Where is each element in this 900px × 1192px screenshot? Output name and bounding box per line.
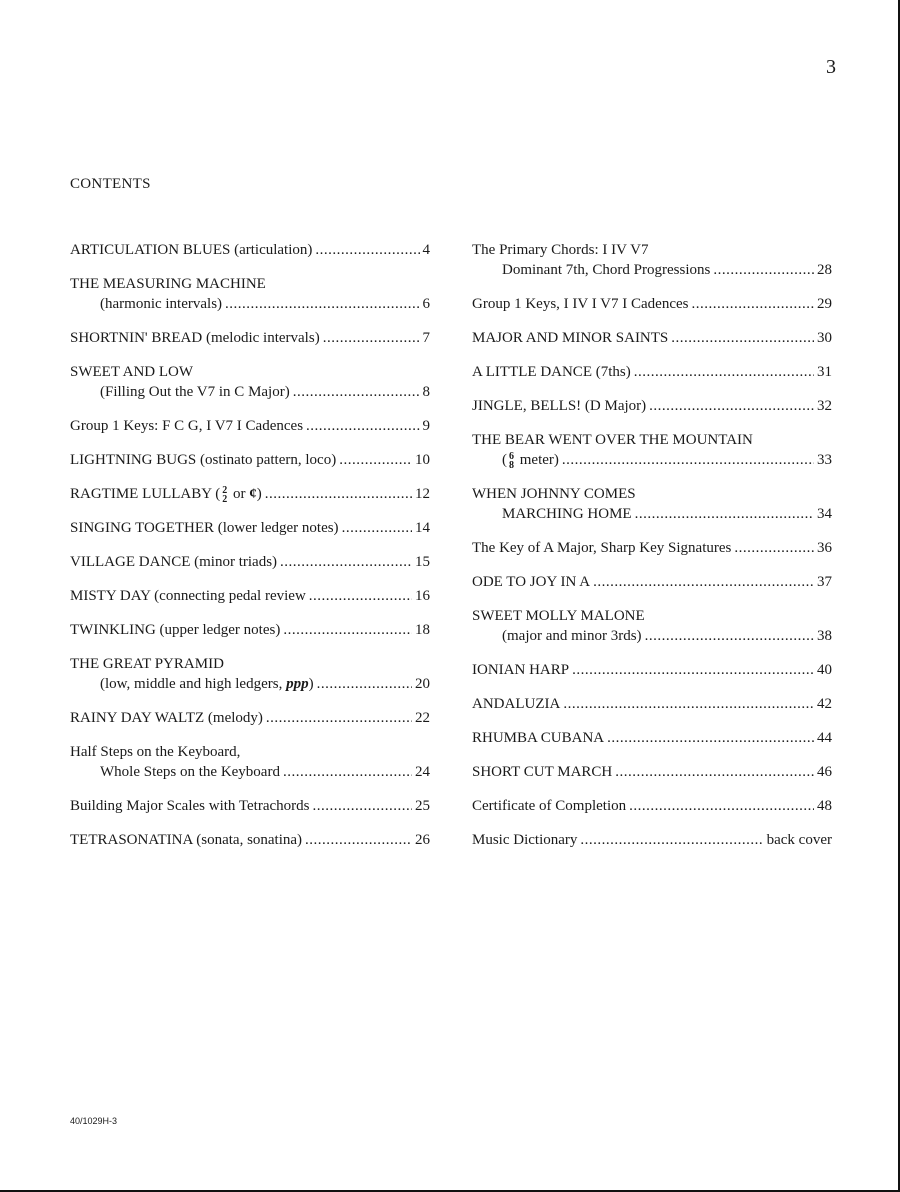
toc-entry-line bbox=[472, 396, 832, 416]
toc-page-number: 30 bbox=[817, 330, 832, 346]
toc-entry-line bbox=[472, 694, 832, 714]
toc-entry-title: (Filling Out the V7 in C Major) bbox=[100, 384, 290, 400]
toc-page-number: 16 bbox=[415, 588, 430, 604]
time-signature-digit: 2 bbox=[222, 493, 228, 505]
dot-leader bbox=[734, 538, 814, 558]
toc-page-number: 10 bbox=[415, 452, 430, 468]
toc-page-number: 34 bbox=[817, 506, 832, 522]
toc-entry[interactable] bbox=[472, 430, 832, 470]
dot-leader bbox=[280, 552, 412, 572]
toc-entry-line bbox=[472, 538, 832, 558]
toc-entry[interactable] bbox=[70, 416, 430, 436]
toc-entry-title: TETRASONATINA (sonata, sonatina) bbox=[70, 832, 303, 848]
toc-entry[interactable] bbox=[70, 362, 430, 402]
toc-entry[interactable] bbox=[70, 274, 430, 314]
toc-entry[interactable] bbox=[472, 240, 832, 280]
dot-leader bbox=[315, 240, 419, 260]
toc-entry-line bbox=[70, 742, 430, 762]
toc-entry-title: MAJOR AND MINOR SAINTS bbox=[472, 330, 669, 346]
toc-entry[interactable] bbox=[472, 294, 832, 314]
toc-entry-title-connector: or bbox=[229, 486, 250, 502]
toc-entry-title: LIGHTNING BUGS (ostinato pattern, loco) bbox=[70, 452, 337, 468]
toc-entry-line bbox=[70, 708, 430, 728]
toc-entry[interactable] bbox=[70, 654, 430, 694]
toc-entry-line bbox=[472, 294, 832, 314]
toc-entry-line bbox=[70, 416, 430, 436]
dot-leader bbox=[615, 762, 814, 782]
dot-leader bbox=[629, 796, 814, 816]
toc-entry-line bbox=[472, 830, 832, 850]
contents-left-column bbox=[70, 240, 430, 864]
toc-entry-line bbox=[70, 796, 430, 816]
toc-entry-title: SWEET AND LOW bbox=[70, 364, 194, 380]
toc-entry-title: THE GREAT PYRAMID bbox=[70, 656, 224, 672]
toc-entry-line bbox=[70, 382, 430, 402]
toc-page-number: 33 bbox=[817, 452, 832, 468]
dot-leader bbox=[283, 762, 412, 782]
toc-page-number: 15 bbox=[415, 554, 430, 570]
toc-entry-line bbox=[472, 606, 832, 626]
toc-entry-line bbox=[70, 328, 430, 348]
dot-leader bbox=[266, 708, 412, 728]
toc-entry-title: RHUMBA CUBANA bbox=[472, 730, 605, 746]
toc-entry-title: IONIAN HARP bbox=[472, 662, 570, 678]
toc-entry-title: ANDALUZIA bbox=[472, 696, 561, 712]
dot-leader bbox=[317, 674, 412, 694]
toc-entry-title-end: ) bbox=[308, 676, 314, 692]
toc-page-number: 25 bbox=[415, 798, 430, 814]
toc-entry-line bbox=[70, 552, 430, 572]
toc-entry[interactable] bbox=[472, 484, 832, 524]
dot-leader bbox=[563, 694, 814, 714]
toc-entry-title: ( 6 8 meter) bbox=[502, 450, 559, 471]
toc-page-number: 14 bbox=[415, 520, 430, 536]
contents-heading: CONTENTS bbox=[70, 176, 151, 192]
dot-leader bbox=[265, 484, 412, 504]
toc-entry-title: TWINKLING (upper ledger notes) bbox=[70, 622, 281, 638]
toc-entry-title: ODE TO JOY IN A bbox=[472, 574, 591, 590]
dot-leader bbox=[323, 328, 420, 348]
toc-entry-title: Music Dictionary bbox=[472, 832, 578, 848]
toc-page-number: 28 bbox=[817, 262, 832, 278]
toc-page-number: 20 bbox=[415, 676, 430, 692]
time-signature-digit: 2 bbox=[222, 484, 228, 496]
toc-page-number: 44 bbox=[817, 730, 832, 746]
toc-page-number: 9 bbox=[422, 418, 430, 434]
cut-time-icon: ¢ bbox=[249, 486, 257, 502]
toc-entry[interactable] bbox=[70, 450, 430, 470]
toc-entry-line bbox=[472, 626, 832, 646]
toc-entry-title: Group 1 Keys: F C G, I V7 I Cadences bbox=[70, 418, 304, 434]
toc-entry[interactable] bbox=[472, 796, 832, 816]
toc-entry-line bbox=[472, 572, 832, 592]
toc-entry-title: A LITTLE DANCE (7ths) bbox=[472, 364, 631, 380]
toc-entry-title: SHORT CUT MARCH bbox=[472, 764, 613, 780]
time-signature-digit: 8 bbox=[509, 459, 514, 471]
toc-page-number: 38 bbox=[817, 628, 832, 644]
toc-entry-line bbox=[70, 294, 430, 314]
toc-entry[interactable] bbox=[472, 328, 832, 348]
toc-entry-line bbox=[70, 362, 430, 382]
toc-entry[interactable] bbox=[472, 396, 832, 416]
toc-page-number: 40 bbox=[817, 662, 832, 678]
dot-leader bbox=[634, 362, 814, 382]
toc-entry-title-end: meter) bbox=[516, 452, 559, 468]
toc-entry-title: Whole Steps on the Keyboard bbox=[100, 764, 280, 780]
toc-page-number: 48 bbox=[817, 798, 832, 814]
toc-page-number: 36 bbox=[817, 540, 832, 556]
toc-entry[interactable] bbox=[70, 708, 430, 728]
toc-page-number: 6 bbox=[422, 296, 430, 312]
toc-page-number: 31 bbox=[817, 364, 832, 380]
toc-entry-line bbox=[70, 830, 430, 850]
dot-leader bbox=[691, 294, 814, 314]
toc-entry-line bbox=[472, 430, 832, 450]
toc-entry[interactable] bbox=[70, 620, 430, 640]
contents-right-column bbox=[472, 240, 832, 864]
toc-entry-title: The Primary Chords: I IV V7 bbox=[472, 242, 649, 258]
dot-leader bbox=[283, 620, 412, 640]
toc-page-number: 4 bbox=[422, 242, 430, 258]
toc-entry-title-end: ) bbox=[256, 486, 262, 502]
toc-entry-line bbox=[472, 796, 832, 816]
toc-page-number: 29 bbox=[817, 296, 832, 312]
toc-entry-title: Dominant 7th, Chord Progressions bbox=[502, 262, 711, 278]
toc-entry-line bbox=[70, 518, 430, 538]
toc-entry-line bbox=[70, 654, 430, 674]
toc-entry[interactable] bbox=[70, 328, 430, 348]
toc-entry-title: Certificate of Completion bbox=[472, 798, 627, 814]
toc-entry[interactable] bbox=[70, 586, 430, 606]
dot-leader bbox=[306, 416, 419, 436]
dot-leader bbox=[645, 626, 814, 646]
toc-entry-title: Group 1 Keys, I IV I V7 I Cadences bbox=[472, 296, 689, 312]
toc-entry-line bbox=[70, 240, 430, 260]
toc-page-number: 24 bbox=[415, 764, 430, 780]
toc-entry[interactable] bbox=[70, 830, 430, 850]
toc-entry-title: (low, middle and high ledgers, ppp) bbox=[100, 676, 314, 692]
toc-entry-line bbox=[472, 728, 832, 748]
toc-page-number: 37 bbox=[817, 574, 832, 590]
toc-page-number: 8 bbox=[422, 384, 430, 400]
toc-entry-line bbox=[472, 260, 832, 280]
toc-entry[interactable] bbox=[472, 728, 832, 748]
toc-page-number: 18 bbox=[415, 622, 430, 638]
dot-leader bbox=[309, 586, 412, 606]
dot-leader bbox=[339, 450, 412, 470]
toc-page-number: 26 bbox=[415, 832, 430, 848]
catalog-code: 40/1029H-3 bbox=[70, 1116, 118, 1126]
dot-leader bbox=[562, 450, 814, 470]
toc-entry-title: VILLAGE DANCE (minor triads) bbox=[70, 554, 278, 570]
toc-entry[interactable] bbox=[472, 538, 832, 558]
toc-entry-title: SINGING TOGETHER (lower ledger notes) bbox=[70, 520, 339, 536]
dot-leader bbox=[635, 504, 814, 524]
toc-entry-title: (major and minor 3rds) bbox=[502, 628, 642, 644]
dot-leader bbox=[305, 830, 412, 850]
toc-entry-title: MISTY DAY (connecting pedal review bbox=[70, 588, 306, 604]
dot-leader bbox=[342, 518, 412, 538]
toc-entry[interactable] bbox=[472, 572, 832, 592]
time-signature-icon bbox=[509, 452, 514, 470]
dot-leader bbox=[225, 294, 419, 314]
toc-entry-line bbox=[472, 484, 832, 504]
time-signature-digit: 6 bbox=[509, 450, 514, 462]
toc-entry-line bbox=[472, 660, 832, 680]
toc-entry-line bbox=[70, 484, 430, 504]
dot-leader bbox=[572, 660, 814, 680]
toc-page-number: 42 bbox=[817, 696, 832, 712]
toc-entry-title: SWEET MOLLY MALONE bbox=[472, 608, 645, 624]
toc-entry-line bbox=[70, 274, 430, 294]
dot-leader bbox=[312, 796, 412, 816]
dynamic-ppp-icon: ppp bbox=[286, 676, 309, 692]
page-number: 3 bbox=[826, 56, 836, 78]
toc-entry[interactable] bbox=[70, 518, 430, 538]
toc-entry-line bbox=[472, 240, 832, 260]
toc-entry-title: Half Steps on the Keyboard, bbox=[70, 744, 241, 760]
toc-entry-title: ARTICULATION BLUES (articulation) bbox=[70, 242, 313, 258]
toc-entry-line bbox=[472, 362, 832, 382]
toc-entry[interactable] bbox=[472, 606, 832, 646]
toc-entry-title: THE MEASURING MACHINE bbox=[70, 276, 266, 292]
toc-entry-line bbox=[70, 620, 430, 640]
toc-entry[interactable] bbox=[70, 796, 430, 816]
toc-page-number: back cover bbox=[766, 832, 832, 848]
toc-entry[interactable] bbox=[472, 362, 832, 382]
toc-entry-line bbox=[472, 762, 832, 782]
toc-entry[interactable] bbox=[70, 552, 430, 572]
toc-page-number: 32 bbox=[817, 398, 832, 414]
toc-entry[interactable] bbox=[70, 484, 430, 504]
toc-entry-title: WHEN JOHNNY COMES bbox=[472, 486, 636, 502]
toc-entry-title: RAINY DAY WALTZ (melody) bbox=[70, 710, 263, 726]
toc-entry[interactable] bbox=[472, 694, 832, 714]
toc-entry[interactable] bbox=[472, 762, 832, 782]
toc-entry-title: SHORTNIN' BREAD (melodic intervals) bbox=[70, 330, 320, 346]
toc-page-number: 22 bbox=[415, 710, 430, 726]
dot-leader bbox=[293, 382, 420, 402]
toc-entry-title: JINGLE, BELLS! (D Major) bbox=[472, 398, 647, 414]
toc-entry[interactable] bbox=[70, 240, 430, 260]
toc-entry-line bbox=[472, 504, 832, 524]
toc-entry-title: The Key of A Major, Sharp Key Signatures bbox=[472, 540, 732, 556]
toc-entry-title: (harmonic intervals) bbox=[100, 296, 223, 312]
toc-entry-title: RAGTIME LULLABY ( 2 2 or ¢) bbox=[70, 484, 262, 505]
toc-entry-line bbox=[472, 450, 832, 470]
toc-page-number: 46 bbox=[817, 764, 832, 780]
toc-entry-line bbox=[70, 450, 430, 470]
toc-entry-title: THE BEAR WENT OVER THE MOUNTAIN bbox=[472, 432, 753, 448]
toc-page-number: 7 bbox=[422, 330, 430, 346]
dot-leader bbox=[713, 260, 814, 280]
dot-leader bbox=[607, 728, 814, 748]
toc-entry-line bbox=[70, 586, 430, 606]
dot-leader bbox=[649, 396, 814, 416]
toc-entry[interactable] bbox=[472, 660, 832, 680]
dot-leader bbox=[671, 328, 814, 348]
toc-entry-title: Building Major Scales with Tetrachords bbox=[70, 798, 310, 814]
toc-entry[interactable] bbox=[70, 742, 430, 782]
dot-leader bbox=[593, 572, 814, 592]
toc-entry-title: MARCHING HOME bbox=[502, 506, 632, 522]
time-signature-icon bbox=[222, 486, 227, 504]
dot-leader bbox=[580, 830, 763, 850]
toc-entry-line bbox=[70, 674, 430, 694]
toc-entry-line bbox=[472, 328, 832, 348]
toc-page-number: 12 bbox=[415, 486, 430, 502]
toc-entry-line bbox=[70, 762, 430, 782]
toc-entry[interactable] bbox=[472, 830, 832, 850]
